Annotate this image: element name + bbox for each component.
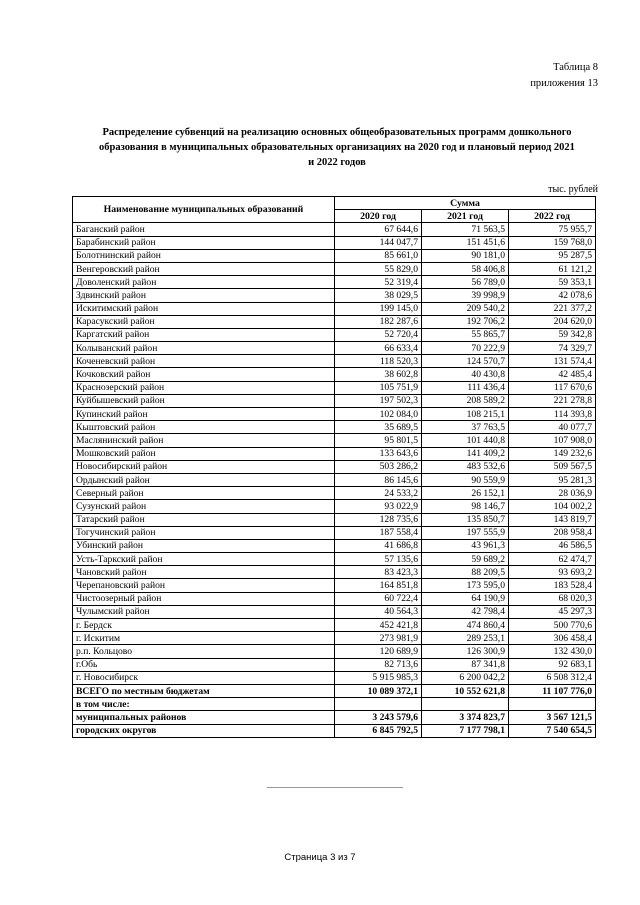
municipality-name: Купинский район: [73, 408, 335, 421]
table-row: [73, 236, 596, 249]
amount-cell: 209 540,2: [422, 302, 509, 315]
amount-cell: 42 798,4: [422, 605, 509, 618]
municipality-name: Баганский район: [73, 223, 335, 236]
title-line-1: Распределение субвенций на реализацию основных общеобразовательных программ дошкольного: [102, 127, 572, 138]
municipality-name: Кыштовский район: [73, 421, 335, 434]
amount-cell: 197 555,9: [422, 526, 509, 539]
table-row: [73, 381, 596, 394]
amount-cell: 131 574,4: [509, 355, 596, 368]
amount-cell: 68 020,3: [509, 592, 596, 605]
empty-cell: [422, 698, 509, 711]
amount-cell: 88 209,5: [422, 566, 509, 579]
municipality-name: г. Новосибирск: [73, 671, 335, 684]
municipality-name: Венгеровский район: [73, 262, 335, 275]
amount-cell: 6 200 042,2: [422, 671, 509, 684]
amount-cell: 5 915 985,3: [335, 671, 422, 684]
amount-cell: 62 474,7: [509, 553, 596, 566]
table-row: [73, 579, 596, 592]
amount-cell: 24 533,2: [335, 487, 422, 500]
amount-cell: 6 845 792,5: [335, 724, 422, 737]
amount-cell: 28 036,9: [509, 487, 596, 500]
municipality-name: муниципальных районов: [73, 711, 335, 724]
amount-cell: 61 121,2: [509, 262, 596, 275]
amount-cell: 70 222,9: [422, 342, 509, 355]
amount-cell: 183 528,4: [509, 579, 596, 592]
municipality-name: Кочковский район: [73, 368, 335, 381]
amount-cell: 104 002,2: [509, 500, 596, 513]
amount-cell: 151 451,6: [422, 236, 509, 249]
amount-cell: 105 751,9: [335, 381, 422, 394]
table-row: [73, 447, 596, 460]
amount-cell: 40 430,8: [422, 368, 509, 381]
amount-cell: 204 620,0: [509, 315, 596, 328]
amount-cell: 149 232,6: [509, 447, 596, 460]
municipality-name: Куйбышевский район: [73, 394, 335, 407]
amount-cell: 474 860,4: [422, 619, 509, 632]
amount-cell: 3 374 823,7: [422, 711, 509, 724]
amount-cell: 208 958,4: [509, 526, 596, 539]
table-row: [73, 553, 596, 566]
amount-cell: 7 540 654,5: [509, 724, 596, 737]
amount-cell: 173 595,0: [422, 579, 509, 592]
amount-cell: 52 319,4: [335, 276, 422, 289]
municipality-name: Тогучинский район: [73, 526, 335, 539]
table-row: [73, 619, 596, 632]
amount-cell: 75 955,7: [509, 223, 596, 236]
amount-cell: 64 190,9: [422, 592, 509, 605]
municipality-name: Новосибирский район: [73, 460, 335, 473]
municipality-name: Северный район: [73, 487, 335, 500]
amount-cell: 306 458,4: [509, 632, 596, 645]
amount-cell: 52 720,4: [335, 328, 422, 341]
amount-cell: 133 643,6: [335, 447, 422, 460]
amount-cell: 40 564,3: [335, 605, 422, 618]
amount-cell: 500 770,6: [509, 619, 596, 632]
amount-cell: 114 393,8: [509, 408, 596, 421]
amount-cell: 10 552 621,8: [422, 684, 509, 697]
municipality-name: Мошковский район: [73, 447, 335, 460]
table-row: [73, 632, 596, 645]
table-row: [73, 539, 596, 552]
document-title: [72, 125, 602, 170]
amount-cell: 83 423,3: [335, 566, 422, 579]
amount-cell: 35 689,5: [335, 421, 422, 434]
table-row: [73, 513, 596, 526]
amount-cell: 85 661,0: [335, 249, 422, 262]
amount-cell: 90 559,9: [422, 473, 509, 486]
amount-cell: 38 029,5: [335, 289, 422, 302]
table-row: [73, 302, 596, 315]
municipality-name: Убинский район: [73, 539, 335, 552]
table-row: [73, 566, 596, 579]
amount-cell: 221 377,2: [509, 302, 596, 315]
municipality-name: Усть-Таркский район: [73, 553, 335, 566]
amount-cell: 74 329,7: [509, 342, 596, 355]
amount-cell: 128 735,6: [335, 513, 422, 526]
municipality-name: Колыванский район: [73, 342, 335, 355]
municipality-name: Маслянинский район: [73, 434, 335, 447]
amount-cell: 132 430,0: [509, 645, 596, 658]
amount-cell: 101 440,8: [422, 434, 509, 447]
table-row: [73, 368, 596, 381]
amount-cell: 273 981,9: [335, 632, 422, 645]
amount-cell: 10 089 372,1: [335, 684, 422, 697]
table-row: [73, 408, 596, 421]
amount-cell: 164 851,8: [335, 579, 422, 592]
amount-cell: 67 644,6: [335, 223, 422, 236]
amount-cell: 3 243 579,6: [335, 711, 422, 724]
municipality-name: Доволенский район: [73, 276, 335, 289]
municipality-name: Чановский район: [73, 566, 335, 579]
amount-cell: 107 908,0: [509, 434, 596, 447]
amount-cell: 42 485,4: [509, 368, 596, 381]
municipal-total-row: [73, 711, 596, 724]
table-row: [73, 592, 596, 605]
amount-cell: 187 558,4: [335, 526, 422, 539]
table-row: [73, 342, 596, 355]
municipality-name: Каргатский район: [73, 328, 335, 341]
municipality-name: Сузунский район: [73, 500, 335, 513]
amount-cell: 102 084,0: [335, 408, 422, 421]
municipality-name: р.п. Кольцово: [73, 645, 335, 658]
column-header-year: 2021 год: [422, 210, 509, 223]
table-row: [73, 487, 596, 500]
amount-cell: 483 532,6: [422, 460, 509, 473]
amount-cell: 93 022,9: [335, 500, 422, 513]
table-row: [73, 605, 596, 618]
amount-cell: 208 589,2: [422, 394, 509, 407]
amount-cell: 87 341,8: [422, 658, 509, 671]
municipality-name: Карасукский район: [73, 315, 335, 328]
table-row: [73, 421, 596, 434]
amount-cell: 58 406,8: [422, 262, 509, 275]
table-row: [73, 394, 596, 407]
amount-cell: 7 177 798,1: [422, 724, 509, 737]
amount-cell: 40 077,7: [509, 421, 596, 434]
amount-cell: 221 278,8: [509, 394, 596, 407]
amount-cell: 197 502,3: [335, 394, 422, 407]
including-label: в том числе:: [73, 698, 335, 711]
municipality-name: Чистоозерный район: [73, 592, 335, 605]
table-row: [73, 223, 596, 236]
amount-cell: 59 342,8: [509, 328, 596, 341]
amount-cell: 26 152,1: [422, 487, 509, 500]
amount-cell: 143 819,7: [509, 513, 596, 526]
municipality-name: Черепановский район: [73, 579, 335, 592]
table-row: [73, 658, 596, 671]
amount-cell: 55 829,0: [335, 262, 422, 275]
table-row: [73, 645, 596, 658]
amount-cell: 46 586,5: [509, 539, 596, 552]
table-row: [73, 500, 596, 513]
amount-cell: 199 145,0: [335, 302, 422, 315]
table-row: [73, 249, 596, 262]
table-reference: [530, 60, 598, 92]
amount-cell: 192 706,2: [422, 315, 509, 328]
table-row: [73, 355, 596, 368]
amount-cell: 117 670,6: [509, 381, 596, 394]
amount-cell: 82 713,6: [335, 658, 422, 671]
amount-cell: 11 107 776,0: [509, 684, 596, 697]
amount-cell: 159 768,0: [509, 236, 596, 249]
column-header-sum: Сумма: [335, 197, 596, 210]
amount-cell: 95 801,5: [335, 434, 422, 447]
municipality-name: Чулымский район: [73, 605, 335, 618]
table-number: Таблица 8: [553, 62, 598, 73]
unit-label: тыс. рублей: [548, 184, 598, 195]
amount-cell: 56 789,0: [422, 276, 509, 289]
empty-cell: [509, 698, 596, 711]
empty-cell: [335, 698, 422, 711]
amount-cell: 95 287,5: [509, 249, 596, 262]
amount-cell: 3 567 121,5: [509, 711, 596, 724]
including-row: [73, 698, 596, 711]
amount-cell: 71 563,5: [422, 223, 509, 236]
page-number: Страница 3 из 7: [284, 852, 356, 863]
amount-cell: 98 146,7: [422, 500, 509, 513]
municipality-name: Ордынский район: [73, 473, 335, 486]
amount-cell: 60 722,4: [335, 592, 422, 605]
table-row: [73, 328, 596, 341]
amount-cell: 503 286,2: [335, 460, 422, 473]
municipality-name: городских округов: [73, 724, 335, 737]
appendix-number: приложения 13: [530, 78, 598, 89]
amount-cell: 45 297,3: [509, 605, 596, 618]
amount-cell: 452 421,8: [335, 619, 422, 632]
table-row: [73, 315, 596, 328]
amount-cell: 126 300,9: [422, 645, 509, 658]
amount-cell: 41 686,8: [335, 539, 422, 552]
subvention-table: [72, 196, 596, 738]
amount-cell: 59 689,2: [422, 553, 509, 566]
amount-cell: 120 689,9: [335, 645, 422, 658]
amount-cell: 39 998,9: [422, 289, 509, 302]
column-header-year: 2022 год: [509, 210, 596, 223]
title-line-2: образования в муниципальных образовательных организациях на 2020 год и плановый период 2021: [99, 142, 575, 153]
table-row: [73, 262, 596, 275]
amount-cell: 182 287,6: [335, 315, 422, 328]
amount-cell: 108 215,1: [422, 408, 509, 421]
amount-cell: 289 253,1: [422, 632, 509, 645]
amount-cell: 93 693,2: [509, 566, 596, 579]
amount-cell: 95 281,3: [509, 473, 596, 486]
amount-cell: 38 602,8: [335, 368, 422, 381]
municipality-name: г.Обь: [73, 658, 335, 671]
amount-cell: 55 865,7: [422, 328, 509, 341]
column-header-year: 2020 год: [335, 210, 422, 223]
table-row: [73, 434, 596, 447]
amount-cell: 90 181,0: [422, 249, 509, 262]
table-row: [73, 276, 596, 289]
amount-cell: 124 570,7: [422, 355, 509, 368]
municipality-name: г. Бердск: [73, 619, 335, 632]
amount-cell: 57 135,6: [335, 553, 422, 566]
municipality-name: Татарский район: [73, 513, 335, 526]
municipality-name: Здвинский район: [73, 289, 335, 302]
table-body: [73, 223, 596, 737]
municipality-name: Искитимский район: [73, 302, 335, 315]
title-line-3: и 2022 годов: [308, 157, 366, 168]
amount-cell: 37 763,5: [422, 421, 509, 434]
amount-cell: 6 508 312,4: [509, 671, 596, 684]
municipality-name: Краснозерский район: [73, 381, 335, 394]
amount-cell: 92 683,1: [509, 658, 596, 671]
total-row: [73, 684, 596, 697]
amount-cell: 42 078,6: [509, 289, 596, 302]
footer-divider: [267, 787, 403, 788]
table-row: [73, 460, 596, 473]
amount-cell: 118 520,3: [335, 355, 422, 368]
amount-cell: 66 633,4: [335, 342, 422, 355]
table-row: [73, 473, 596, 486]
municipality-name: ВСЕГО по местным бюджетам: [73, 684, 335, 697]
amount-cell: 135 850,7: [422, 513, 509, 526]
municipality-name: Барабинский район: [73, 236, 335, 249]
municipality-name: Болотнинский район: [73, 249, 335, 262]
municipality-name: г. Искитим: [73, 632, 335, 645]
table-row: [73, 526, 596, 539]
urban-total-row: [73, 724, 596, 737]
table-row: [73, 671, 596, 684]
amount-cell: 141 409,2: [422, 447, 509, 460]
table-row: [73, 289, 596, 302]
amount-cell: 509 567,5: [509, 460, 596, 473]
amount-cell: 59 353,1: [509, 276, 596, 289]
amount-cell: 111 436,4: [422, 381, 509, 394]
municipality-name: Коченевский район: [73, 355, 335, 368]
amount-cell: 86 145,6: [335, 473, 422, 486]
amount-cell: 43 961,3: [422, 539, 509, 552]
amount-cell: 144 047,7: [335, 236, 422, 249]
column-header-name: Наименование муниципальных образований: [73, 197, 335, 223]
